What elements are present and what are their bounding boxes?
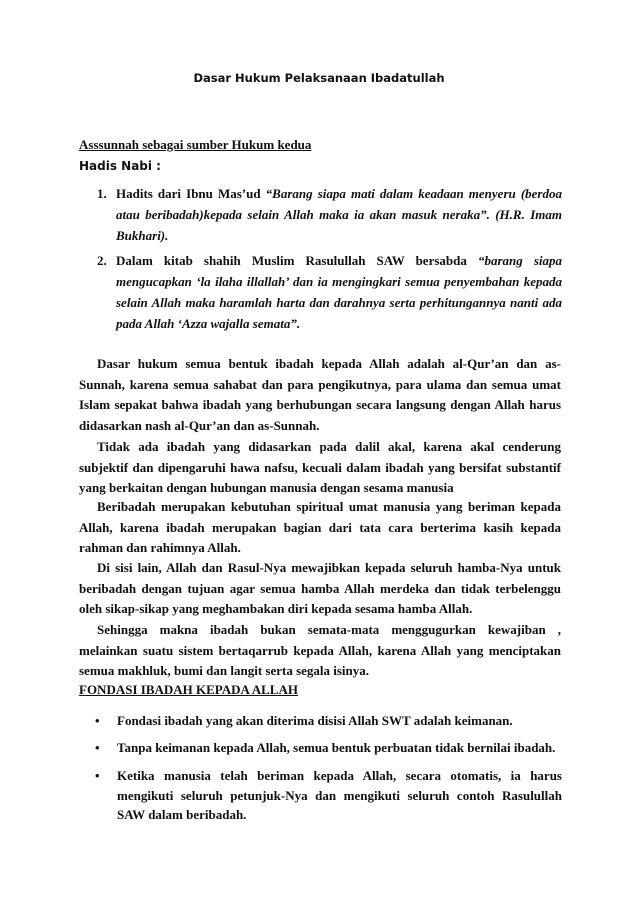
hadis-heading: Hadis Nabi : [79, 159, 161, 173]
bullet-item-1 [95, 711, 562, 731]
hadits-text [116, 250, 562, 334]
paragraph-1: Dasar hukum semua bentuk ibadah kepada Allah adalah al-Qur’an dan as-Sunnah, karena semua sahabat dan para pengikutnya, para ulama dan semua umat Islam sepakat bahwa ibadah yang berhubungan secara langsung dengan Allah harus didasarkan nash al-Qur’an dan as-Sunnah. [79, 356, 561, 433]
hadits-intro: Dalam kitab shahih Muslim Rasulullah SAW bersabda [116, 253, 478, 268]
hadits-item-2 [97, 250, 562, 334]
hadits-text [116, 183, 562, 246]
hadits-quote: “barang siapa mengucapkan ‘la ilaha illallah’ dan ia mengingkari semua penyembahan kepada selain Allah maka haramlah harta dan darahnya serta perhitungannya nanti ada pada Allah ‘Azza wajalla semata”. [116, 253, 562, 331]
bullet-item-2 [95, 738, 562, 758]
bullet-item-3 [95, 766, 562, 825]
paragraph-2: Tidak ada ibadah yang didasarkan pada dalil akal, karena akal cenderung subjektif dan dipengaruhi hawa nafsu, kecuali dalam ibadah yang bersifat substantif yang berkaitan dengan hubungan manusia dengan sesama manusia [79, 439, 561, 495]
list-number: 1. [97, 186, 107, 201]
list-number: 2. [97, 253, 107, 268]
paragraph-4: Di sisi lain, Allah dan Rasul-Nya mewajibkan kepada seluruh hamba-Nya untuk beribadah dengan tujuan agar semua hamba Allah merdeka dan tidak terbelenggu oleh sikap-sikap yang meghambakan diri kepada sesama hamba Allah. [79, 560, 561, 616]
bullet-text: Tanpa keimanan kepada Allah, semua bentuk perbuatan tidak bernilai ibadah. [117, 740, 556, 755]
hadits-item-1 [97, 183, 562, 246]
hadits-quote: “Barang siapa mati dalam keadaan menyeru (berdoa atau beribadah)kepada selain Allah maka ia akan masuk neraka”. (H.R. Imam Bukhari). [116, 186, 562, 243]
bullet-marker: • [95, 740, 100, 755]
page-title: Dasar Hukum Pelaksanaan Ibadatullah [193, 71, 445, 85]
fondasi-heading: FONDASI IBADAH KEPADA ALLAH [79, 682, 298, 697]
paragraph-5: Sehingga makna ibadah bukan semata-mata menggugurkan kewajiban , melainkan suatu sistem bertaqarrub kepada Allah, karena Allah yang menciptakan semua makhluk, bumi dan langit serta segala isinya. [79, 622, 561, 678]
bullet-marker: • [95, 768, 100, 783]
paragraph-3: Beribadah merupakan kebutuhan spiritual umat manusia yang beriman kepada Allah, karena ibadah merupakan bagian dari tata cara berterima kasih kepada rahman dan rahimnya Allah. [79, 499, 561, 555]
bullet-marker: • [95, 713, 100, 728]
bullet-text: Fondasi ibadah yang akan diterima disisi Allah SWT adalah keimanan. [117, 713, 513, 728]
hadits-intro: Hadits dari Ibnu Mas’ud [116, 186, 266, 201]
section-subheading: Asssunnah sebagai sumber Hukum kedua [79, 137, 312, 152]
bullet-text: Ketika manusia telah beriman kepada Allah, secara otomatis, ia harus mengikuti seluruh petunjuk-Nya dan mengikuti seluruh contoh Rasulullah SAW dalam beribadah. [117, 768, 562, 822]
